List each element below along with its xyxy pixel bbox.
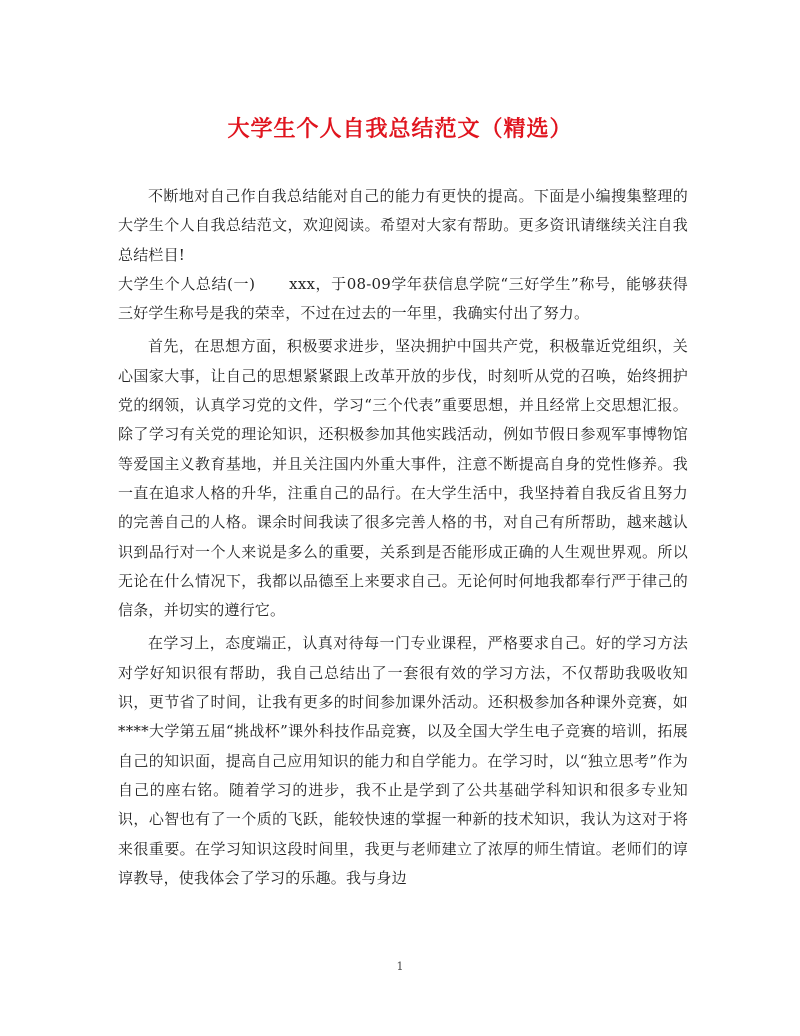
section-text: xxx，于08-09学年获信息学院“三好学生”称号，能够获得三好学生称号是我的荣幸，不过在过去的一年里，我确实付出了努力。 <box>118 274 688 323</box>
page-number: 1 <box>396 960 404 973</box>
intro-paragraph: 不断地对自己作自我总结能对自己的能力有更快的提高。下面是小编搜集整理的大学生个人自我总结范文，欢迎阅读。希望对大家有帮助。更多资讯请继续关注自我总结栏目! <box>118 187 688 264</box>
document-body <box>118 182 688 893</box>
section-one-paragraph <box>118 270 688 329</box>
thought-paragraph: 首先，在思想方面，积极要求进步，坚决拥护中国共产党，积极靠近党组织，关心国家大事，让自己的思想紧紧跟上改革开放的步伐，时刻听从党的召唤，始终拥护党的纲领，认真学习党的文件，学习“三个代表”重要思想，并且经常上交思想汇报。除了学习有关党的理论知识，还积极参加其他实践活动，例如节假日参观军事博物馆等爱国主义教育基地，并且关注国内外重大事件，注意不断提高自身的党性修养。我一直在追求人格的升华，注重自己的品行。在大学生活中，我坚持着自我反省且努力的完善自己的人格。课余时间我读了很多完善人格的书，对自己有所帮助，越来越认识到品行对一个人来说是多么的重要，关系到是否能形成正确的人生观世界观。所以无论在什么情况下，我都以品德至上来要求自己。无论何时何地我都奉行严于律己的信条，并切实的遵行它。 <box>118 337 688 620</box>
document-title: 大学生个人自我总结范文（精选） <box>227 116 573 142</box>
section-label: 大学生个人总结(一) <box>118 274 256 293</box>
study-paragraph: 在学习上，态度端正，认真对待每一门专业课程，严格要求自己。好的学习方法对学好知识很有帮助，我自己总结出了一套很有效的学习方法，不仅帮助我吸收知识，更节省了时间，让我有更多的时间参加课外活动。还积极参加各种课外竞赛，如****大学第五届“挑战杯”课外科技作品竞赛，以及全国大学生电子竞赛的培训，拓展自己的知识面，提高自己应用知识的能力和自学能力。在学习时，以“独立思考”作为自己的座右铭。随着学习的进步，我不止是学到了公共基础学科知识和很多专业知识，心智也有了一个质的飞跃，能较快速的掌握一种新的技术知识，我认为这对于将来很重要。在学习知识这段时间里，我更与老师建立了浓厚的师生情谊。老师们的谆谆教导，使我体会了学习的乐趣。我与身边 <box>118 634 688 887</box>
